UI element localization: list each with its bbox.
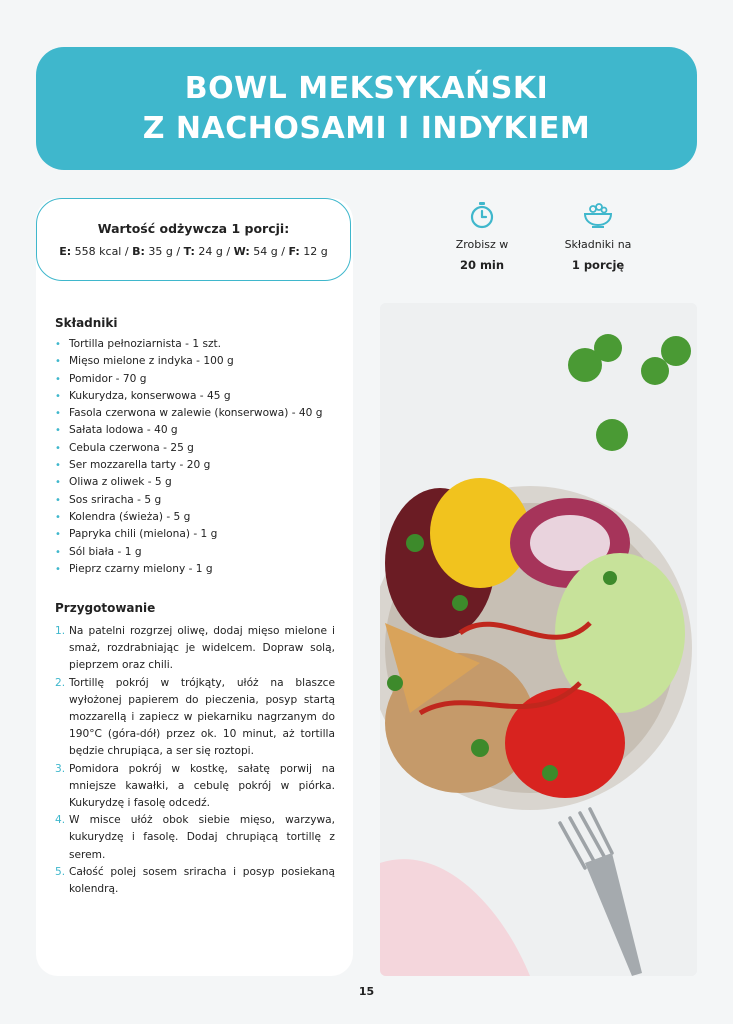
nutrition-box (36, 198, 351, 281)
servings-value: 1 porcję (571, 258, 625, 272)
ingredients-list (55, 336, 322, 578)
ingredient-item: • Cebula czerwona - 25 g (55, 440, 322, 457)
bullet-icon: • (55, 529, 61, 541)
step-text: Pomidora pokrój w kostkę, sałatę porwij na mniejsze kawałki, a cebulę pokrój w piórka. Kukurydzę i fasolę odcedź. (69, 762, 335, 810)
bullet-icon: • (55, 408, 61, 420)
recipe-title-banner (36, 47, 697, 170)
prep-time-info (427, 200, 537, 272)
ingredient-item: • Mięso mielone z indyka - 100 g (55, 353, 322, 370)
bullet-icon: • (55, 390, 61, 402)
bullet-icon: • (55, 442, 61, 454)
preparation-step (55, 761, 335, 813)
prep-time-label: Zrobisz w (455, 238, 509, 251)
step-text: Całość polej sosem sriracha i posyp posiekaną kolendrą. (69, 865, 335, 896)
step-number: 1. (55, 625, 66, 637)
step-text: Na patelni rozgrzej oliwę, dodaj mięso mielone i smaż, rozdrabniając je widelcem. Dopraw solą, pieprzem oraz chili. (69, 625, 335, 672)
step-number: 5. (55, 865, 66, 878)
ingredient-item: • Papryka chili (mielona) - 1 g (55, 526, 322, 543)
recipe-title-line-1: BOWL MEKSYKAŃSKI (184, 70, 549, 106)
step-number: 4. (55, 814, 66, 827)
recipe-title-line-2: Z NACHOSAMI I INDYKIEM (142, 110, 591, 146)
servings-label: Składniki na (564, 238, 632, 251)
ingredient-item: • Pieprz czarny mielony - 1 g (55, 561, 322, 578)
ingredient-item: • Sól biała - 1 g (55, 544, 322, 561)
bullet-icon: • (55, 425, 61, 437)
ingredient-item: • Fasola czerwona w zalewie (konserwowa) - 40 g (55, 405, 322, 422)
bullet-icon: • (55, 460, 61, 472)
dish-photo (380, 303, 697, 976)
ingredient-item: • Sos sriracha - 5 g (55, 492, 322, 509)
bullet-icon: • (55, 546, 61, 558)
bullet-icon: • (55, 339, 61, 350)
prep-time-value: 20 min (459, 258, 505, 272)
stopwatch-icon (427, 200, 537, 230)
ingredient-item: • Kukurydza, konserwowa - 45 g (55, 388, 322, 405)
preparation-step (55, 623, 335, 675)
bowl-icon (543, 200, 653, 230)
ingredient-item: • Sałata lodowa - 40 g (55, 422, 322, 439)
step-number: 3. (55, 762, 66, 775)
step-number: 2. (55, 676, 66, 689)
bullet-icon: • (55, 494, 61, 506)
preparation-steps (55, 623, 335, 898)
ingredients-heading: Składniki (55, 316, 118, 330)
nutrition-values: E: 558 kcal / B: 35 g / T: 24 g / W: 54 g / F: 12 g (59, 245, 328, 258)
servings-info (543, 200, 653, 272)
ingredient-item: • Kolendra (świeża) - 5 g (55, 509, 322, 526)
bullet-icon: • (55, 477, 61, 489)
preparation-heading: Przygotowanie (55, 601, 156, 615)
bullet-icon: • (55, 356, 61, 368)
preparation-step (55, 812, 335, 864)
step-text: Tortillę pokrój w trójkąty, ułóż na blaszce wyłożonej papierem do pieczenia, posyp startą mozzarellą i zapiecz w piekarniku nagrzanym do 190°C (góra-dół) przez ok. 10 minut, aż tortilla będzie chrupiąca, a ser się roztopi. (69, 676, 335, 758)
step-text: W misce ułóż obok siebie mięso, warzywa, kukurydzę i fasolę. Dodaj chrupiącą tortillę z serem. (69, 814, 335, 861)
ingredient-item: • Ser mozzarella tarty - 20 g (55, 457, 322, 474)
page-number: 15 (358, 985, 375, 998)
nutrition-title: Wartość odżywcza 1 porcji: (97, 221, 290, 236)
ingredient-item: • Oliwa z oliwek - 5 g (55, 474, 322, 491)
bullet-icon: • (55, 563, 61, 575)
preparation-step (55, 675, 335, 761)
preparation-step (55, 864, 335, 898)
ingredient-item: • Pomidor - 70 g (55, 371, 322, 388)
bullet-icon: • (55, 373, 61, 385)
bullet-icon: • (55, 511, 61, 523)
ingredient-item: • Tortilla pełnoziarnista - 1 szt. (55, 336, 322, 353)
